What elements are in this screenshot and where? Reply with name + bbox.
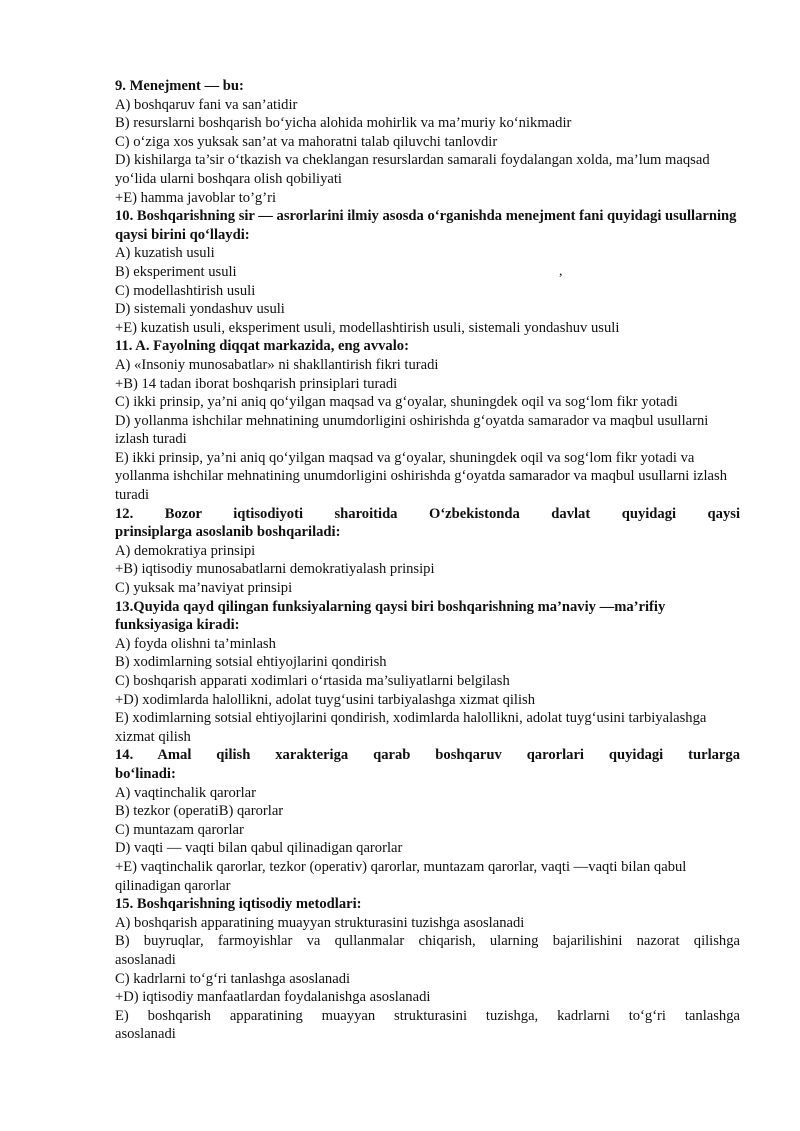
question-12 [115, 505, 740, 598]
question-9 [115, 77, 740, 207]
test-document [115, 77, 740, 1044]
answer-option: A) «Insoniy munosabatlar» ni shakllantirish fikri turadi [115, 356, 439, 373]
answer-option-correct: +D) iqtisodiy manfaatlardan foydalanishga asoslanadi [115, 989, 431, 1006]
answer-option-line: E) boshqarish apparatining muayyan strukturasini tuzishga, kadrlarni to‘g‘ri tanlashga [115, 1007, 740, 1024]
answer-option: C) boshqarish apparati xodimlari o‘rtasida ma’suliyatlarni belgilash [115, 673, 510, 689]
answer-option: A) demokratiya prinsipi [115, 542, 256, 559]
answer-option: A) kuzatish usuli [115, 245, 215, 262]
question-title: 9. Menejment — bu: [115, 78, 244, 94]
question-title [115, 505, 740, 542]
answer-option-correct: +E) kuzatish usuli, eksperiment usuli, modellashtirish usuli, sistemali yondashuv usuli [115, 319, 620, 336]
answer-option-correct: +E) vaqtinchalik qarorlar, tezkor (operativ) qarorlar, muntazam qarorlar, vaqti —vaqti bilan qabul qilinadigan qarorlar [115, 858, 687, 894]
answer-option: D) kishilarga ta’sir o‘tkazish va cheklangan resurslardan samarali foydalangan xolda, ma’lum maqsad yo‘lida ularni boshqara olish qobiliyati [115, 152, 710, 187]
answer-option: D) yollanma ishchilar mehnatining unumdorligini oshirishda g‘oyatda samarador va maqbul usullarni izlash turadi [115, 412, 709, 448]
answer-option-correct: +D) xodimlarda halollikni, adolat tuyg‘usini tarbiyalashga xizmat qilish [115, 691, 536, 708]
answer-option-line: B) buyruqlar, farmoyishlar va qullanmalar chiqarish, ularning bajarilishini nazorat qilishga [115, 933, 740, 950]
question-10 [115, 207, 740, 337]
answer-option: E) xodimlarning sotsial ehtiyojlarini qondirish, xodimlarda halollikni, adolat tuyg‘usini tarbiyalashga xizmat qilish [115, 710, 707, 745]
answer-option: A) boshqarish apparatining muayyan strukturasini tuzishga asoslanadi [115, 914, 525, 931]
question-title: 10. Boshqarishning sir — asrorlarini ilmiy asosda o‘rganishda menejment fani quyidagi usullarning qaysi birini qo‘llaydi: [115, 208, 737, 243]
answer-option [115, 932, 740, 969]
stray-comma-mark: , [559, 264, 563, 279]
answer-option: B) tezkor (operatiB) qarorlar [115, 803, 284, 820]
question-title-line: 14. Amal qilish xarakteriga qarab boshqaruv qarorlari quyidagi turlarga [115, 747, 740, 764]
question-title: 11. A. Fayolning diqqat markazida, eng avvalo: [115, 338, 409, 355]
question-14 [115, 746, 740, 895]
answer-option: A) foyda olishni ta’minlash [115, 635, 276, 652]
question-13 [115, 598, 740, 747]
answer-option-correct: +E) hamma javoblar to’g’ri [115, 189, 277, 206]
question-title-line: bo‘linadi: [115, 765, 176, 782]
answer-option: A) boshqaruv fani va san’atidir [115, 96, 298, 113]
answer-option: C) yuksak ma’naviyat prinsipi [115, 580, 293, 597]
answer-option: C) kadrlarni to‘g‘ri tanlashga asoslanadi [115, 970, 351, 987]
answer-option: C) ikki prinsip, ya’ni aniq qo‘yilgan maqsad va g‘oyalar, shuningdek oqil va sog‘lom fikr yotadi [115, 394, 678, 411]
answer-option: D) vaqti — vaqti bilan qabul qilinadigan qarorlar [115, 840, 403, 857]
answer-option: A) vaqtinchalik qarorlar [115, 784, 257, 801]
question-title: 13.Quyida qayd qilingan funksiyalarning qaysi biri boshqarishning ma’naviy —ma’rifiy funksiyasiga kiradi: [115, 598, 666, 634]
question-title-line: prinsiplarga asoslanib boshqariladi: [115, 524, 341, 541]
answer-option: C) muntazam qarorlar [115, 821, 244, 838]
answer-option: B) resurslarni boshqarish bo‘yicha alohida mohirlik va ma’muriy ko‘nikmadir [115, 115, 572, 132]
answer-option-correct: +B) iqtisodiy munosabatlarni demokratiyalash prinsipi [115, 561, 435, 578]
answer-option: B) eksperiment usuli [115, 263, 237, 280]
answer-option-line: asoslanadi [115, 951, 176, 968]
answer-option [115, 1007, 740, 1044]
question-title: 15. Boshqarishning iqtisodiy metodlari: [115, 896, 362, 913]
answer-option: B) xodimlarning sotsial ehtiyojlarini qondirish [115, 654, 387, 671]
question-title [115, 746, 740, 783]
question-11 [115, 337, 740, 504]
question-title-line: 12. Bozor iqtisodiyoti sharoitida O‘zbekistonda davlat quyidagi qaysi [115, 505, 740, 522]
question-15 [115, 895, 740, 1044]
answer-option: C) modellashtirish usuli [115, 282, 256, 299]
answer-option-line: asoslanadi [115, 1026, 176, 1043]
answer-option-correct: +B) 14 tadan iborat boshqarish prinsiplari turadi [115, 375, 398, 392]
answer-option: D) sistemali yondashuv usuli [115, 301, 285, 318]
answer-option: E) ikki prinsip, ya’ni aniq qo‘yilgan maqsad va g‘oyalar, shuningdek oqil va sog‘lom fikr yotadi va yollanma ishchilar mehnatining unumdorligini oshirishda g‘oyatda samarador va maqbul usullarni izlash turadi [115, 449, 727, 504]
answer-option: C) o‘ziga xos yuksak san’at va mahoratni talab qiluvchi tanlovdir [115, 133, 498, 150]
